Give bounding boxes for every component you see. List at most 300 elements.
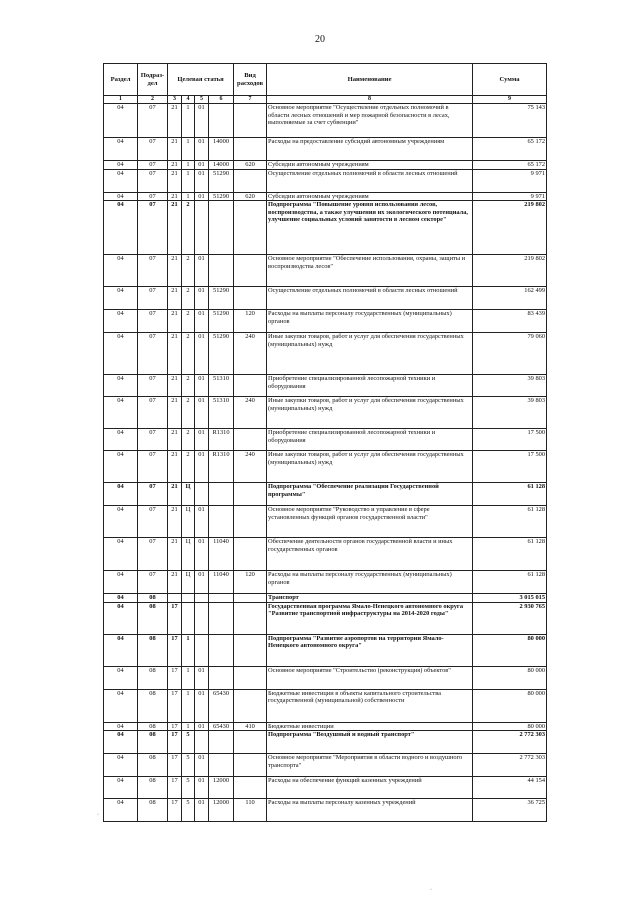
sum-cell: 36 725 <box>473 799 547 822</box>
vid-cell <box>234 429 267 451</box>
name-cell: Основное мероприятие "Мероприятия в области водного и воздушного транспорта" <box>267 754 473 777</box>
sum-cell: 65 172 <box>473 138 547 161</box>
razdel-cell: 04 <box>104 138 138 161</box>
vid-cell <box>234 538 267 571</box>
vid-cell <box>234 287 267 310</box>
vid-cell <box>234 777 267 799</box>
table-row <box>104 571 547 594</box>
sum-cell: 75 143 <box>473 104 547 138</box>
table-row <box>104 397 547 429</box>
sum-cell: 2 772 303 <box>473 731 547 754</box>
target-b-cell <box>182 602 195 634</box>
header-summa: Сумма <box>473 64 547 96</box>
name-cell: Субсидии автономным учреждениям <box>267 192 473 201</box>
target-c-cell: 01 <box>195 777 209 799</box>
name-cell: Подпрограмма "Воздушный и водный транспорт" <box>267 731 473 754</box>
sum-cell: 3 015 015 <box>473 594 547 603</box>
vid-cell <box>234 201 267 255</box>
podrazdel-cell: 08 <box>138 731 168 754</box>
target-a-cell: 21 <box>168 451 182 483</box>
target-b-cell: Ц <box>182 538 195 571</box>
target-b-cell: 5 <box>182 731 195 754</box>
podrazdel-cell: 07 <box>138 104 168 138</box>
target-code-cell: 51310 <box>209 375 234 397</box>
sum-cell: 17 500 <box>473 451 547 483</box>
name-cell: Подпрограмма "Повышение уровня использования лесов, воспроизводства, а также улучшения их экологического потенциала, улучшение социальных условий занятости в лесном секторе" <box>267 201 473 255</box>
target-b-cell: 1 <box>182 104 195 138</box>
target-a-cell: 21 <box>168 538 182 571</box>
podrazdel-cell: 07 <box>138 201 168 255</box>
target-code-cell: 14000 <box>209 138 234 161</box>
name-cell: Государственная программа Ямало-Ненецкого автономного округа "Развитие транспортной инфраструктуры на 2014-2020 годы" <box>267 602 473 634</box>
vid-cell <box>234 754 267 777</box>
target-a-cell: 21 <box>168 104 182 138</box>
table-body <box>104 104 547 822</box>
target-b-cell: 2 <box>182 333 195 375</box>
sum-cell: 39 803 <box>473 397 547 429</box>
sum-cell: 39 803 <box>473 375 547 397</box>
column-index-cell: 6 <box>209 96 234 104</box>
target-code-cell <box>209 634 234 666</box>
sum-cell: 61 128 <box>473 571 547 594</box>
vid-cell: 410 <box>234 722 267 731</box>
vid-cell <box>234 731 267 754</box>
vid-cell: 240 <box>234 333 267 375</box>
razdel-cell: 04 <box>104 192 138 201</box>
razdel-cell: 04 <box>104 754 138 777</box>
razdel-cell: 04 <box>104 255 138 287</box>
table-row <box>104 333 547 375</box>
razdel-cell: 04 <box>104 689 138 722</box>
podrazdel-cell: 07 <box>138 397 168 429</box>
razdel-cell: 04 <box>104 594 138 603</box>
target-code-cell: 51290 <box>209 169 234 192</box>
target-b-cell: 1 <box>182 169 195 192</box>
razdel-cell: 04 <box>104 722 138 731</box>
header-razdel: Раздел <box>104 64 138 96</box>
podrazdel-cell: 08 <box>138 799 168 822</box>
target-code-cell <box>209 255 234 287</box>
target-code-cell: 14000 <box>209 161 234 170</box>
name-cell: Обеспечение деятельности органов государственной власти и иных государственных органов <box>267 538 473 571</box>
target-a-cell: 17 <box>168 602 182 634</box>
target-c-cell: 01 <box>195 538 209 571</box>
table-row <box>104 255 547 287</box>
table-row <box>104 594 547 603</box>
podrazdel-cell: 07 <box>138 429 168 451</box>
podrazdel-cell: 07 <box>138 310 168 333</box>
sum-cell: 162 499 <box>473 287 547 310</box>
table-row <box>104 287 547 310</box>
razdel-cell: 04 <box>104 731 138 754</box>
sum-cell: 80 000 <box>473 666 547 689</box>
target-c-cell: 01 <box>195 722 209 731</box>
razdel-cell: 04 <box>104 799 138 822</box>
target-b-cell: 2 <box>182 397 195 429</box>
razdel-cell: 04 <box>104 451 138 483</box>
target-a-cell: 21 <box>168 483 182 506</box>
target-code-cell <box>209 201 234 255</box>
target-c-cell: 01 <box>195 192 209 201</box>
name-cell: Иные закупки товаров, работ и услуг для обеспечения государственных (муниципальных) нужд <box>267 397 473 429</box>
razdel-cell: 04 <box>104 429 138 451</box>
header-vid-rashodov: Вид расходов <box>234 64 267 96</box>
podrazdel-cell: 07 <box>138 161 168 170</box>
sum-cell: 80 000 <box>473 634 547 666</box>
name-cell: Расходы на выплаты персоналу казенных учреждений <box>267 799 473 822</box>
target-code-cell: 11040 <box>209 538 234 571</box>
razdel-cell: 04 <box>104 602 138 634</box>
target-c-cell <box>195 594 209 603</box>
target-code-cell <box>209 731 234 754</box>
target-code-cell: 51290 <box>209 192 234 201</box>
target-c-cell: 01 <box>195 169 209 192</box>
target-b-cell: 2 <box>182 375 195 397</box>
podrazdel-cell: 07 <box>138 451 168 483</box>
vid-cell <box>234 375 267 397</box>
sum-cell: 2 772 303 <box>473 754 547 777</box>
sum-cell: 80 000 <box>473 689 547 722</box>
target-b-cell: Ц <box>182 506 195 538</box>
sum-cell: 61 128 <box>473 538 547 571</box>
vid-cell <box>234 634 267 666</box>
target-b-cell: 2 <box>182 310 195 333</box>
table-row <box>104 602 547 634</box>
column-index-cell: 5 <box>195 96 209 104</box>
name-cell: Бюджетные инвестиции <box>267 722 473 731</box>
target-c-cell: 01 <box>195 451 209 483</box>
razdel-cell: 04 <box>104 375 138 397</box>
razdel-cell: 04 <box>104 538 138 571</box>
target-c-cell: 01 <box>195 689 209 722</box>
target-b-cell: 1 <box>182 192 195 201</box>
header-podrazdel: Подраз-дел <box>138 64 168 96</box>
target-a-cell: 17 <box>168 666 182 689</box>
name-cell: Подпрограмма "Обеспечение реализации Государственной программы" <box>267 483 473 506</box>
vid-cell <box>234 138 267 161</box>
target-a-cell: 21 <box>168 571 182 594</box>
column-index-cell: 7 <box>234 96 267 104</box>
column-index-cell: 1 <box>104 96 138 104</box>
sum-cell: 44 154 <box>473 777 547 799</box>
vid-cell <box>234 483 267 506</box>
target-code-cell <box>209 666 234 689</box>
sum-cell: 9 971 <box>473 192 547 201</box>
name-cell: Основное мероприятие "Строительство (реконструкция) объектов" <box>267 666 473 689</box>
target-c-cell: 01 <box>195 104 209 138</box>
podrazdel-cell: 08 <box>138 722 168 731</box>
sum-cell: 79 060 <box>473 333 547 375</box>
header-celevaya-statya: Целевая статья <box>168 64 234 96</box>
target-a-cell: 17 <box>168 731 182 754</box>
target-a-cell: 17 <box>168 777 182 799</box>
target-c-cell: 01 <box>195 506 209 538</box>
target-code-cell <box>209 104 234 138</box>
razdel-cell: 04 <box>104 161 138 170</box>
target-a-cell: 21 <box>168 192 182 201</box>
target-b-cell: 5 <box>182 754 195 777</box>
table-row <box>104 722 547 731</box>
name-cell: Осуществление отдельных полномочий в области лесных отношений <box>267 169 473 192</box>
target-c-cell: 01 <box>195 255 209 287</box>
target-b-cell: 1 <box>182 634 195 666</box>
column-index-cell: 9 <box>473 96 547 104</box>
target-code-cell: 51290 <box>209 333 234 375</box>
target-code-cell <box>209 594 234 603</box>
name-cell: Расходы на выплаты персоналу государственных (муниципальных) органов <box>267 310 473 333</box>
table-row <box>104 192 547 201</box>
razdel-cell: 04 <box>104 201 138 255</box>
target-a-cell: 17 <box>168 799 182 822</box>
target-a-cell: 21 <box>168 506 182 538</box>
target-code-cell: 11040 <box>209 571 234 594</box>
budget-table <box>103 63 547 822</box>
vid-cell <box>234 666 267 689</box>
podrazdel-cell: 07 <box>138 192 168 201</box>
sum-cell: 61 128 <box>473 483 547 506</box>
table-row <box>104 310 547 333</box>
target-b-cell: 1 <box>182 138 195 161</box>
vid-cell <box>234 594 267 603</box>
podrazdel-cell: 07 <box>138 483 168 506</box>
target-b-cell: 2 <box>182 451 195 483</box>
target-c-cell: 01 <box>195 333 209 375</box>
target-a-cell: 17 <box>168 634 182 666</box>
vid-cell: 620 <box>234 192 267 201</box>
razdel-cell: 04 <box>104 571 138 594</box>
table-row <box>104 451 547 483</box>
target-a-cell: 17 <box>168 754 182 777</box>
target-code-cell <box>209 602 234 634</box>
podrazdel-cell: 08 <box>138 594 168 603</box>
target-c-cell: 01 <box>195 310 209 333</box>
target-c-cell: 01 <box>195 287 209 310</box>
target-a-cell: 21 <box>168 287 182 310</box>
column-index-cell: 2 <box>138 96 168 104</box>
sum-cell: 17 500 <box>473 429 547 451</box>
table-row <box>104 161 547 170</box>
vid-cell <box>234 506 267 538</box>
target-a-cell: 21 <box>168 333 182 375</box>
name-cell: Основное мероприятие "Руководство и управление в сфере установленных функций органов государственной власти" <box>267 506 473 538</box>
target-b-cell: Ц <box>182 571 195 594</box>
razdel-cell: 04 <box>104 310 138 333</box>
sum-cell: 65 172 <box>473 161 547 170</box>
target-a-cell: 21 <box>168 138 182 161</box>
table-row <box>104 731 547 754</box>
vid-cell: 240 <box>234 397 267 429</box>
vid-cell: 120 <box>234 571 267 594</box>
target-code-cell: 65430 <box>209 689 234 722</box>
target-code-cell: 65430 <box>209 722 234 731</box>
target-c-cell <box>195 731 209 754</box>
sum-cell: 61 128 <box>473 506 547 538</box>
table-row <box>104 169 547 192</box>
podrazdel-cell: 07 <box>138 138 168 161</box>
target-code-cell: 51310 <box>209 397 234 429</box>
table-row <box>104 754 547 777</box>
vid-cell: 240 <box>234 451 267 483</box>
target-code-cell: 51290 <box>209 287 234 310</box>
name-cell: Расходы на обеспечение функций казенных учреждений <box>267 777 473 799</box>
table-row <box>104 104 547 138</box>
razdel-cell: 04 <box>104 506 138 538</box>
target-code-cell: 12000 <box>209 777 234 799</box>
target-a-cell: 21 <box>168 429 182 451</box>
target-a-cell: 17 <box>168 722 182 731</box>
name-cell: Субсидии автономным учреждениям <box>267 161 473 170</box>
sum-cell: 219 802 <box>473 255 547 287</box>
target-code-cell: 51290 <box>209 310 234 333</box>
table-row <box>104 138 547 161</box>
target-a-cell: 21 <box>168 169 182 192</box>
table-row <box>104 666 547 689</box>
column-index-cell: 8 <box>267 96 473 104</box>
razdel-cell: 04 <box>104 104 138 138</box>
name-cell: Расходы на выплаты персоналу государственных (муниципальных) органов <box>267 571 473 594</box>
target-code-cell <box>209 506 234 538</box>
table-row <box>104 799 547 822</box>
sum-cell: 2 930 765 <box>473 602 547 634</box>
target-b-cell: 2 <box>182 429 195 451</box>
target-c-cell <box>195 634 209 666</box>
razdel-cell: 04 <box>104 666 138 689</box>
column-index-cell: 3 <box>168 96 182 104</box>
table-row <box>104 634 547 666</box>
target-c-cell: 01 <box>195 754 209 777</box>
razdel-cell: 04 <box>104 287 138 310</box>
vid-cell <box>234 169 267 192</box>
vid-cell <box>234 602 267 634</box>
name-cell: Основное мероприятие "Обеспечение использования, охраны, защиты и воспроизводства лесов" <box>267 255 473 287</box>
podrazdel-cell: 07 <box>138 287 168 310</box>
podrazdel-cell: 07 <box>138 333 168 375</box>
target-b-cell: 2 <box>182 255 195 287</box>
podrazdel-cell: 08 <box>138 689 168 722</box>
name-cell: Подпрограмма "Развитие аэропортов на территории Ямало-Ненецкого автономного округа" <box>267 634 473 666</box>
podrazdel-cell: 08 <box>138 777 168 799</box>
table-row <box>104 201 547 255</box>
page-number: 20 <box>315 34 325 45</box>
target-c-cell: 01 <box>195 429 209 451</box>
name-cell: Основное мероприятие "Осуществление отдельных полномочий в области лесных отношений и мер пожарной безопасности в лесах, выполняемые за счет субвенции" <box>267 104 473 138</box>
target-a-cell: 21 <box>168 310 182 333</box>
podrazdel-cell: 07 <box>138 375 168 397</box>
razdel-cell: 04 <box>104 169 138 192</box>
target-a-cell: 21 <box>168 161 182 170</box>
name-cell: Иные закупки товаров, работ и услуг для обеспечения государственных (муниципальных) нужд <box>267 333 473 375</box>
razdel-cell: 04 <box>104 634 138 666</box>
target-c-cell <box>195 201 209 255</box>
sum-cell: 219 802 <box>473 201 547 255</box>
target-c-cell: 01 <box>195 571 209 594</box>
vid-cell <box>234 689 267 722</box>
column-index-row <box>104 96 547 104</box>
target-code-cell: R1310 <box>209 451 234 483</box>
target-c-cell: 01 <box>195 375 209 397</box>
table-row <box>104 483 547 506</box>
target-a-cell: 21 <box>168 255 182 287</box>
target-b-cell: 2 <box>182 287 195 310</box>
target-a-cell: 21 <box>168 201 182 255</box>
name-cell: Осуществление отдельных полномочий в области лесных отношений <box>267 287 473 310</box>
target-b-cell <box>182 594 195 603</box>
podrazdel-cell: 08 <box>138 634 168 666</box>
target-c-cell: 01 <box>195 138 209 161</box>
column-index-cell: 4 <box>182 96 195 104</box>
target-b-cell: 2 <box>182 201 195 255</box>
target-c-cell <box>195 483 209 506</box>
target-b-cell: 5 <box>182 799 195 822</box>
podrazdel-cell: 07 <box>138 538 168 571</box>
sum-cell: 80 000 <box>473 722 547 731</box>
target-code-cell <box>209 483 234 506</box>
podrazdel-cell: 08 <box>138 602 168 634</box>
target-c-cell: 01 <box>195 799 209 822</box>
scan-mark: · <box>97 812 99 818</box>
target-b-cell: 1 <box>182 161 195 170</box>
name-cell: Иные закупки товаров, работ и услуг для обеспечения государственных (муниципальных) нужд <box>267 451 473 483</box>
table-row <box>104 689 547 722</box>
target-b-cell: 5 <box>182 777 195 799</box>
vid-cell <box>234 255 267 287</box>
sum-cell: 83 439 <box>473 310 547 333</box>
name-cell: Приобретение специализированной лесопожарной техники и оборудования <box>267 429 473 451</box>
vid-cell: 120 <box>234 310 267 333</box>
target-c-cell: 01 <box>195 666 209 689</box>
name-cell: Транспорт <box>267 594 473 603</box>
target-a-cell: 21 <box>168 375 182 397</box>
vid-cell: 620 <box>234 161 267 170</box>
target-b-cell: 1 <box>182 666 195 689</box>
name-cell: Расходы на предоставление субсидий автономным учреждениям <box>267 138 473 161</box>
header-naimenovanie: Наименование <box>267 64 473 96</box>
target-code-cell: 12000 <box>209 799 234 822</box>
target-b-cell: Ц <box>182 483 195 506</box>
target-c-cell: 01 <box>195 397 209 429</box>
scan-mark: · <box>430 887 432 893</box>
target-a-cell: 17 <box>168 689 182 722</box>
razdel-cell: 04 <box>104 397 138 429</box>
target-c-cell: 01 <box>195 161 209 170</box>
name-cell: Приобретение специализированной лесопожарной техники и оборудования <box>267 375 473 397</box>
vid-cell <box>234 104 267 138</box>
podrazdel-cell: 08 <box>138 666 168 689</box>
podrazdel-cell: 07 <box>138 506 168 538</box>
razdel-cell: 04 <box>104 777 138 799</box>
target-a-cell <box>168 594 182 603</box>
vid-cell: 110 <box>234 799 267 822</box>
table-row <box>104 506 547 538</box>
table-row <box>104 538 547 571</box>
razdel-cell: 04 <box>104 483 138 506</box>
podrazdel-cell: 08 <box>138 754 168 777</box>
target-code-cell: R1310 <box>209 429 234 451</box>
target-b-cell: 1 <box>182 689 195 722</box>
table-row <box>104 429 547 451</box>
target-a-cell: 21 <box>168 397 182 429</box>
table-row <box>104 777 547 799</box>
podrazdel-cell: 07 <box>138 169 168 192</box>
target-code-cell <box>209 754 234 777</box>
target-b-cell: 1 <box>182 722 195 731</box>
target-c-cell <box>195 602 209 634</box>
table-row <box>104 375 547 397</box>
name-cell: Бюджетные инвестиции в объекты капитального строительства государственной (муниципальной) собственности <box>267 689 473 722</box>
razdel-cell: 04 <box>104 333 138 375</box>
podrazdel-cell: 07 <box>138 571 168 594</box>
sum-cell: 9 971 <box>473 169 547 192</box>
